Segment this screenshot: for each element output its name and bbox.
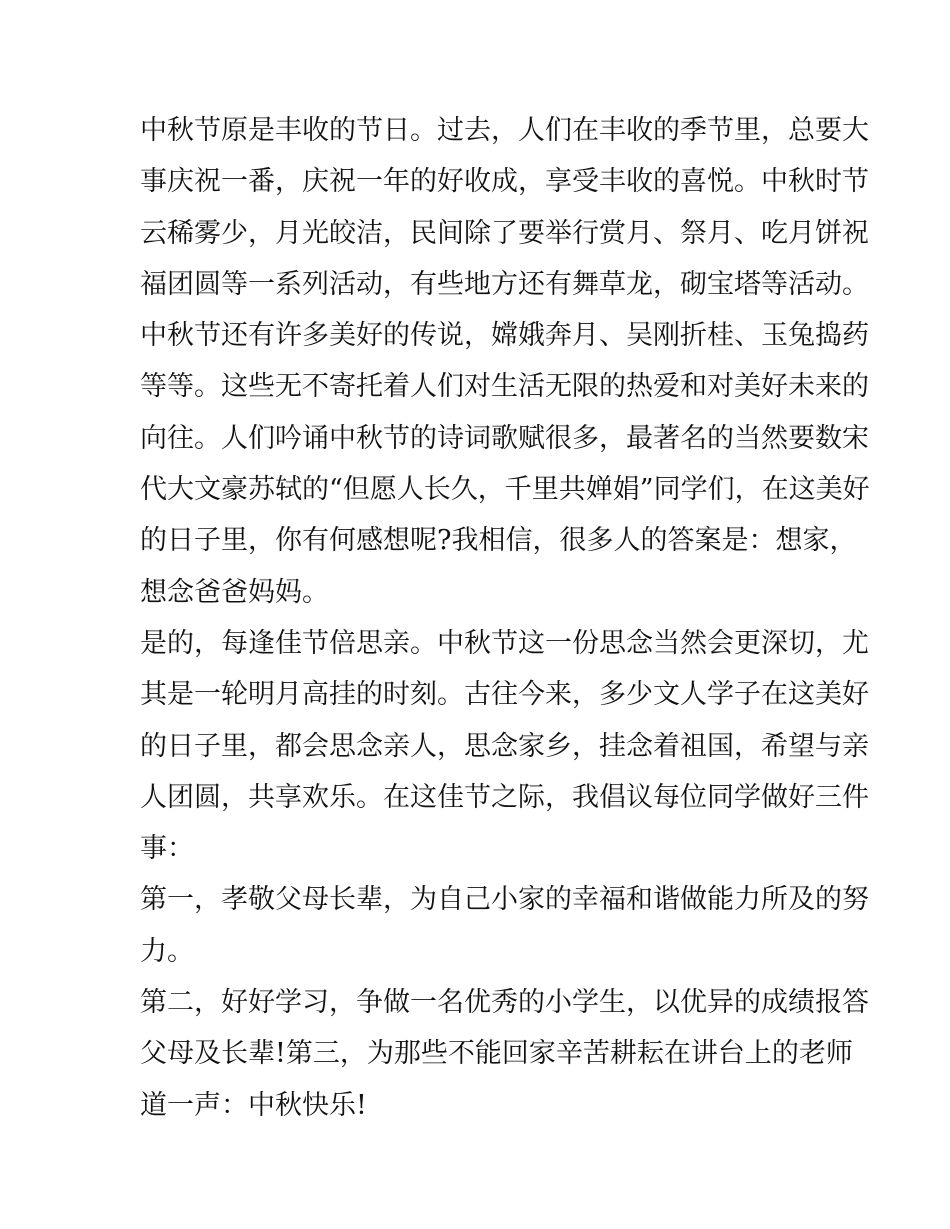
text-line: 等等。这些无不寄托着人们对生活无限的热爱和对美好未来的 (140, 371, 869, 403)
text-line: 福团圆等一系列活动，有些地方还有舞草龙，砌宝塔等活动。 (140, 268, 869, 300)
text-line: 其是一轮明月高挂的时刻。古往今来，多少文人学子在这美好 (140, 679, 869, 711)
text-line: 力。 (140, 935, 194, 967)
text-line: 云稀雾少，月光皎洁，民间除了要举行赏月、祭月、吃月饼祝 (140, 217, 869, 249)
text-line: 事： (140, 833, 194, 865)
text-line: 代大文豪苏轼的“但愿人长久，千里共婵娟”同学们，在这美好 (140, 474, 870, 506)
text-line: 中秋节还有许多美好的传说，嫦娥奔月、吴刚折桂、玉兔捣药 (140, 320, 869, 352)
text-line: 人团圆，共享欢乐。在这佳节之际，我倡议每位同学做好三件 (140, 781, 869, 813)
text-line: 道一声：中秋快乐! (140, 1089, 367, 1121)
text-line: 是的，每逢佳节倍思亲。中秋节这一份思念当然会更深切，尤 (140, 627, 869, 659)
text-line: 中秋节原是丰收的节日。过去，人们在丰收的季节里，总要大 (140, 115, 869, 146)
text-line: 第一，孝敬父母长辈，为自己小家的幸福和谐做能力所及的努 (140, 884, 869, 916)
text-line: 想念爸爸妈妈。 (140, 576, 329, 608)
text-line: 的日子里，都会思念亲人，思念家乡，挂念着祖国，希望与亲 (140, 730, 869, 762)
text-line: 的日子里，你有何感想呢?我相信，很多人的答案是：想家， (140, 525, 857, 557)
text-line: 父母及长辈!第三，为那些不能回家辛苦耕耘在讲台上的老师 (140, 1038, 853, 1070)
body-text (140, 105, 870, 1131)
text-line: 事庆祝一番，庆祝一年的好收成，享受丰收的喜悦。中秋时节 (140, 166, 869, 198)
text-line: 向往。人们吟诵中秋节的诗词歌赋很多，最著名的当然要数宋 (140, 422, 869, 454)
text-line: 第二，好好学习，争做一名优秀的小学生，以优异的成绩报答 (140, 987, 869, 1019)
